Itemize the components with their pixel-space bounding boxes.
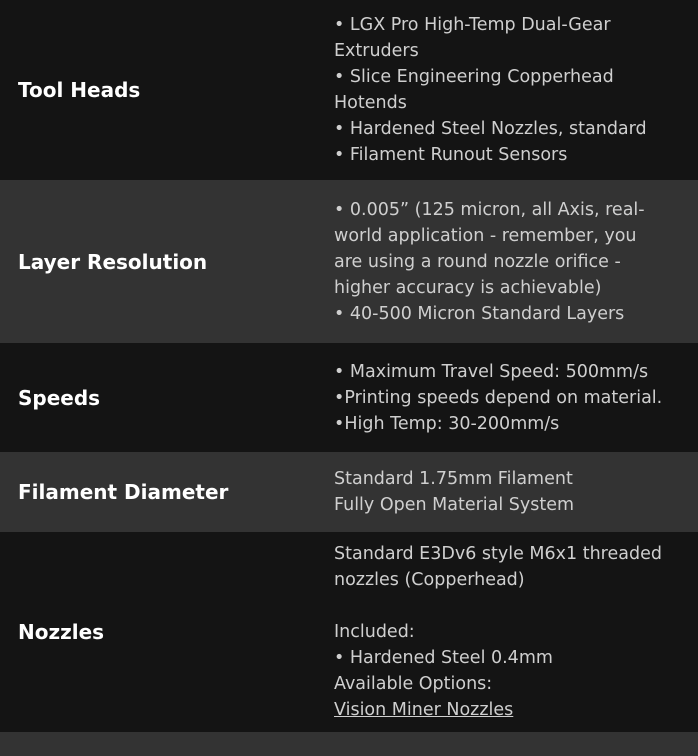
spec-value-line: Fully Open Material System xyxy=(334,495,575,515)
spec-value xyxy=(334,343,698,452)
spec-value-line: • Hardened Steel 0.4mm xyxy=(334,648,553,668)
spec-row-speeds xyxy=(0,343,698,452)
spec-value-line: • Filament Runout Sensors xyxy=(334,145,568,165)
spec-value-line: • 40-500 Micron Standard Layers xyxy=(334,303,625,324)
spec-row-filament-diameter xyxy=(0,452,698,532)
spec-value-line: Hotends xyxy=(334,93,407,113)
spec-value-line: Available Options: xyxy=(334,674,493,694)
spec-value xyxy=(334,532,698,732)
spec-value-line: nozzles (Copperhead) xyxy=(334,570,525,590)
spec-value-line: Extruders xyxy=(334,41,419,61)
spec-value-line: are using a round nozzle orifice - xyxy=(334,251,621,272)
spec-row-tool-heads xyxy=(0,0,698,180)
spec-value-line: Standard E3Dv6 style M6x1 threaded xyxy=(334,544,662,564)
spec-value-line: •Printing speeds depend on material. xyxy=(334,387,663,408)
next-row-edge xyxy=(0,732,698,756)
spec-label: Filament Diameter xyxy=(18,480,229,504)
spec-value xyxy=(334,0,698,180)
spec-value-line: •High Temp: 30-200mm/s xyxy=(334,413,560,434)
spacer xyxy=(334,593,698,619)
spec-value-line: • Hardened Steel Nozzles, standard xyxy=(334,119,647,139)
spec-value-line: • Maximum Travel Speed: 500mm/s xyxy=(334,361,649,382)
spec-row-layer-resolution xyxy=(0,180,698,343)
vision-miner-nozzles-link[interactable]: Vision Miner Nozzles xyxy=(334,700,514,720)
spec-value-line: • Slice Engineering Copperhead xyxy=(334,67,614,87)
spec-value-line: • LGX Pro High-Temp Dual-Gear xyxy=(334,15,611,35)
spec-label: Tool Heads xyxy=(18,78,141,102)
spec-label: Layer Resolution xyxy=(18,249,208,274)
spec-row-nozzles xyxy=(0,532,698,732)
spec-value-line: Standard 1.75mm Filament xyxy=(334,469,573,489)
spec-value xyxy=(334,180,698,343)
spec-label: Speeds xyxy=(18,385,101,410)
spec-value-line: • 0.005” (125 micron, all Axis, real- xyxy=(334,199,645,220)
spec-label: Nozzles xyxy=(18,620,105,644)
spec-value-line: higher accuracy is achievable) xyxy=(334,277,602,298)
spec-value xyxy=(334,452,698,532)
spec-value-line: Included: xyxy=(334,622,415,642)
spec-value-line: world application - remember, you xyxy=(334,225,637,246)
